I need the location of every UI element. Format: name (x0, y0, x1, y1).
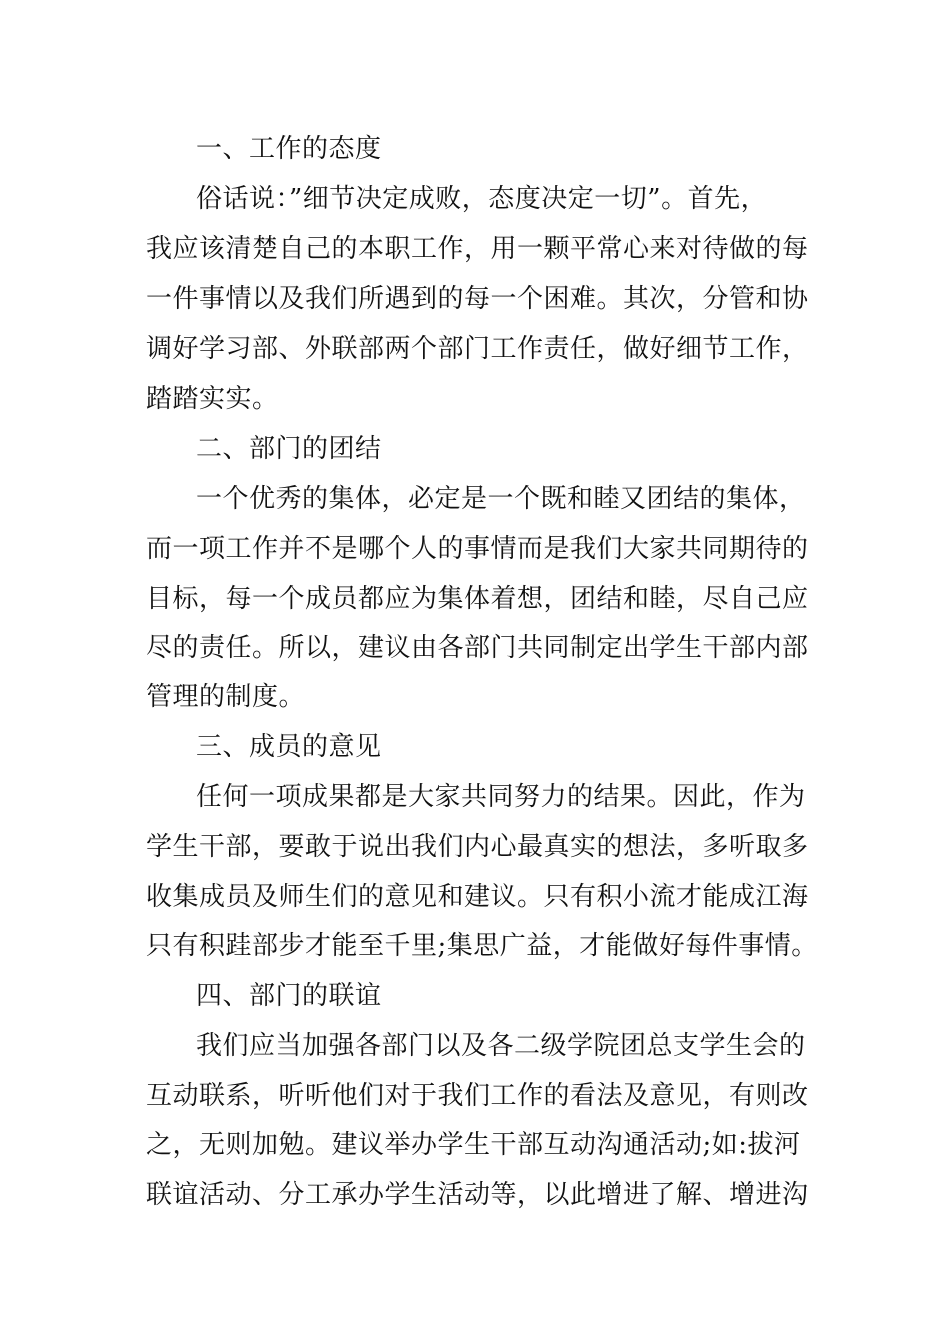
paragraph-line: 管理的制度。 (146, 682, 306, 712)
paragraph-line: 踏踏实实。 (146, 384, 279, 414)
paragraph-line: 互动联系，听听他们对于我们工作的看法及意见，有则改 (146, 1081, 809, 1111)
paragraph-line: 一件事情以及我们所遇到的每一个困难。其次，分管和协 (146, 284, 809, 314)
paragraph-line: 联谊活动、分工承办学生活动等，以此增进了解、增进沟 (146, 1180, 809, 1210)
paragraph-line: 只有积跬部步才能至千里;集思广益，才能做好每件事情。 (146, 931, 818, 961)
paragraph-line: 学生干部，要敢于说出我们内心最真实的想法，多听取多 (146, 832, 809, 862)
paragraph-line: 任何一项成果都是大家共同努力的结果。因此，作为 (196, 782, 806, 812)
paragraph-line: 我应该清楚自己的本职工作，用一颗平常心来对待做的每 (146, 234, 809, 264)
paragraph-line: 目标，每一个成员都应为集体着想，团结和睦，尽自己应 (146, 584, 809, 614)
section-heading-1: 一、工作的态度 (196, 134, 382, 164)
paragraph-line: 而一项工作并不是哪个人的事情而是我们大家共同期待的 (146, 534, 809, 564)
paragraph-line: 我们应当加强各部门以及各二级学院团总支学生会的 (196, 1031, 806, 1061)
paragraph-line: 收集成员及师生们的意见和建议。只有积小流才能成江海 (146, 882, 809, 912)
section-heading-4: 四、部门的联谊 (196, 981, 382, 1011)
paragraph-line: 尽的责任。所以，建议由各部门共同制定出学生干部内部 (146, 633, 809, 663)
paragraph-line: 之，无则加勉。建议举办学生干部互动沟通活动;如:拔河 (146, 1130, 801, 1160)
section-heading-2: 二、部门的团结 (196, 434, 382, 464)
paragraph-line: 一个优秀的集体，必定是一个既和睦又团结的集体， (196, 484, 806, 514)
paragraph-line: 俗话说：”细节决定成败，态度决定一切”。首先， (196, 184, 768, 214)
section-heading-3: 三、成员的意见 (196, 732, 382, 762)
paragraph-line: 调好学习部、外联部两个部门工作责任，做好细节工作， (146, 334, 809, 364)
